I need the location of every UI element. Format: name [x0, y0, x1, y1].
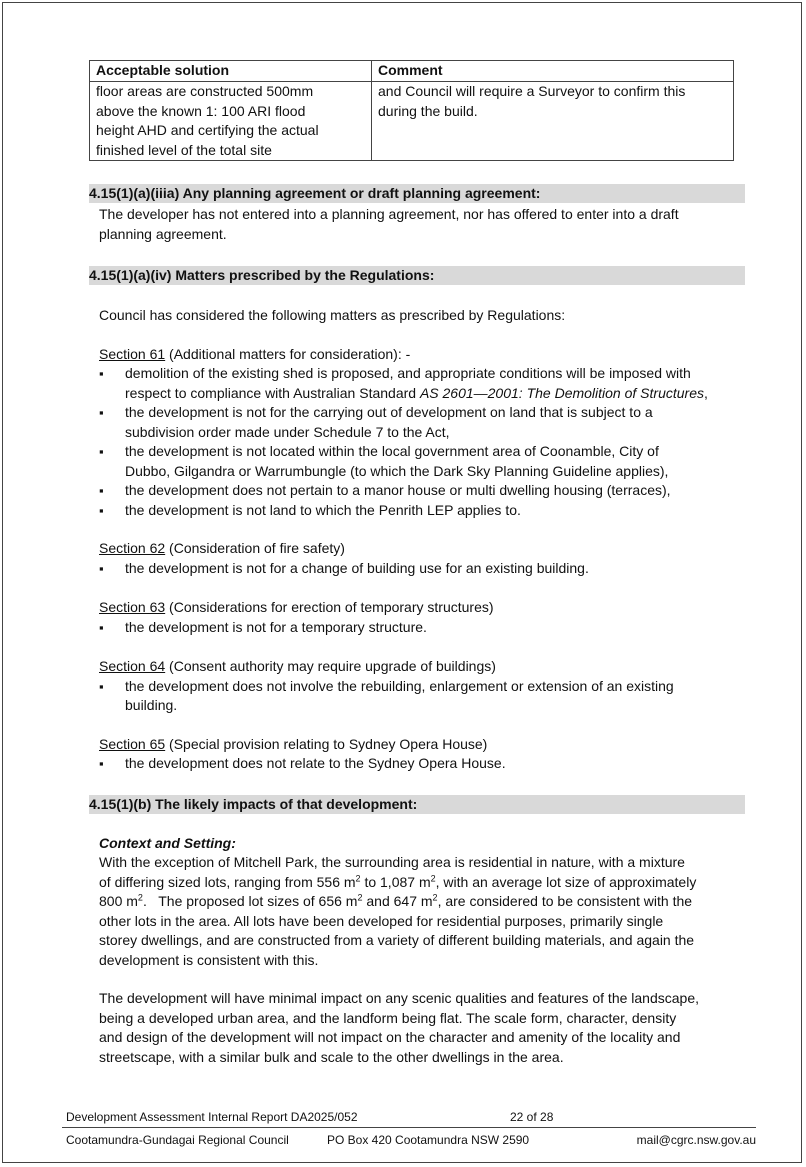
landscape-paragraph: [89, 989, 745, 1067]
list-item: [89, 677, 745, 716]
text-run: ,: [703, 384, 708, 401]
section-61-title: [89, 345, 745, 365]
list-item-line: [125, 384, 745, 404]
list-item-line: ▪ demolition of the existing shed is proposed, and appropriate conditions will be imposed with: [125, 365, 691, 381]
section-63-list: [89, 618, 745, 638]
superscript: 2: [357, 892, 363, 903]
list-item: ▪ the development is not land to which the Penrith LEP applies to.: [89, 501, 745, 521]
section-61-list: [89, 364, 745, 520]
paragraph-line: being a developed urban area, and the landform being flat. The scale form, character, density: [99, 1009, 677, 1026]
list-item: ▪ the development does not relate to the Sydney Opera House.: [89, 754, 745, 774]
list-item: [89, 403, 745, 442]
cell-line: during the build.: [378, 102, 478, 119]
list-item: [89, 442, 745, 481]
section-64-list: [89, 677, 745, 716]
paragraph-line: other lots in the area. All lots have been developed for residential purposes, primarily single: [99, 912, 664, 929]
section-64-label: Section 64: [99, 658, 166, 674]
section-65-title: [89, 735, 745, 755]
superscript: 2: [355, 872, 361, 883]
table-header-solution: Acceptable solution: [90, 61, 372, 82]
table-cell-solution: [90, 82, 372, 161]
table-cell-comment: [372, 82, 734, 161]
section-63-title: [89, 598, 745, 618]
paragraph-line: The development will have minimal impact on any scenic qualities and features of the landscape,: [99, 990, 699, 1006]
table-row: [90, 82, 734, 161]
paragraph-line: storey dwellings, and are constructed from a variety of different building materials, and again the: [99, 932, 695, 948]
list-item: ▪ the development is not for a change of building use for an existing building.: [89, 559, 745, 579]
section-65-label: Section 65: [99, 735, 166, 752]
text-run: . The proposed lot sizes of 656 m: [142, 893, 358, 909]
section-65-list: [89, 754, 745, 774]
superscript: 2: [432, 892, 438, 903]
standard-title: AS 2601—2001: The Demolition of Structures: [419, 384, 704, 401]
acceptable-solution-table: [89, 60, 734, 161]
text-run: , with an average lot size of approximately: [435, 873, 697, 890]
footer-council-name: Cootamundra-Gundagai Regional Council: [66, 1133, 289, 1147]
planning-agreement-paragraph: [89, 205, 745, 244]
paragraph-line: The developer has not entered into a planning agreement, nor has offered to enter into a draft: [99, 206, 679, 222]
section-63-label: Section 63: [99, 599, 166, 615]
table-header-comment: Comment: [372, 61, 734, 82]
paragraph-line: streetscape, with a similar bulk and scale to the other dwellings in the area.: [99, 1048, 564, 1065]
footer-divider: [62, 1127, 756, 1128]
text-run: 800 m: [99, 893, 138, 909]
section-63-desc: (Considerations for erection of temporary structures): [165, 599, 494, 615]
document-body: [89, 60, 745, 1067]
footer-contact-line: [66, 1133, 756, 1147]
section-62-desc: (Consideration of fire safety): [165, 540, 345, 556]
section-62-title: [89, 539, 745, 559]
footer-report-title: Development Assessment Internal Report DA2025/052: [66, 1110, 358, 1124]
section-64-desc: (Consent authority may require upgrade of buildings): [165, 658, 496, 674]
list-item-line: ▪ the development does not involve the rebuilding, enlargement or extension of an existing: [125, 677, 674, 694]
text-run: respect to compliance with Australian Standard: [125, 384, 420, 401]
footer-email: mail@cgrc.nsw.gov.au: [636, 1133, 756, 1147]
section-62-list: [89, 559, 745, 579]
cell-line: finished level of the total site: [96, 141, 272, 158]
list-item-line: building.: [125, 697, 178, 713]
footer-address: PO Box 420 Cootamundra NSW 2590: [327, 1133, 530, 1147]
paragraph-line: [99, 892, 745, 912]
footer-page-number: 22 of 28: [510, 1110, 554, 1124]
list-item-line: ▪ the development is not located within the local government area of Coonamble, City of: [125, 443, 659, 459]
cell-line: floor areas are constructed 500mm: [96, 83, 314, 99]
paragraph-line: planning agreement.: [99, 225, 227, 242]
list-item: ▪ the development is not for a temporary structure.: [89, 618, 745, 638]
list-item-line: subdivision order made under Schedule 7 to the Act,: [125, 423, 450, 440]
list-item-line: Dubbo, Gilgandra or Warrumbungle (to which the Dark Sky Planning Guideline applies),: [125, 462, 669, 479]
footer-report-line: [66, 1110, 756, 1124]
paragraph-line: [99, 873, 745, 893]
section-heading-regulations: 4.15(1)(a)(iv) Matters prescribed by the Regulations:: [89, 266, 745, 285]
section-61-desc: (Additional matters for consideration): -: [165, 345, 411, 362]
list-item: [89, 364, 745, 403]
paragraph-line: development is consistent with this.: [99, 951, 319, 968]
list-item: ▪ the development does not pertain to a manor house or multi dwelling housing (terraces),: [89, 481, 745, 501]
paragraph-line: and design of the development will not impact on the character and amenity of the locality and: [99, 1029, 681, 1045]
superscript: 2: [430, 872, 436, 883]
table-header-row: [90, 61, 734, 82]
text-run: , are considered to be consistent with the: [437, 893, 693, 909]
section-61-label: Section 61: [99, 345, 166, 362]
cell-line: and Council will require a Surveyor to confirm this: [378, 83, 686, 99]
superscript: 2: [137, 892, 143, 903]
cell-line: height AHD and certifying the actual: [96, 122, 319, 138]
text-run: and 647 m: [362, 893, 433, 909]
section-heading-likely-impacts: 4.15(1)(b) The likely impacts of that development:: [89, 795, 745, 814]
context-setting-subheading: Context and Setting:: [99, 834, 236, 851]
section-64-title: [89, 657, 745, 677]
section-65-desc: (Special provision relating to Sydney Opera House): [165, 735, 488, 752]
text-run: to 1,087 m: [360, 873, 431, 890]
cell-line: above the known 1: 100 ARI flood: [96, 102, 306, 119]
regulations-intro: Council has considered the following matters as prescribed by Regulations:: [99, 307, 566, 323]
context-paragraph: [89, 853, 745, 970]
list-item-line: ▪ the development is not for the carrying out of development on land that is subject to a: [125, 404, 653, 420]
text-run: of differing sized lots, ranging from 556 m: [99, 873, 356, 890]
section-62-label: Section 62: [99, 540, 166, 556]
section-heading-planning-agreement: 4.15(1)(a)(iiia) Any planning agreement or draft planning agreement:: [89, 184, 745, 203]
paragraph-line: With the exception of Mitchell Park, the surrounding area is residential in nature, with a mixture: [99, 854, 685, 870]
